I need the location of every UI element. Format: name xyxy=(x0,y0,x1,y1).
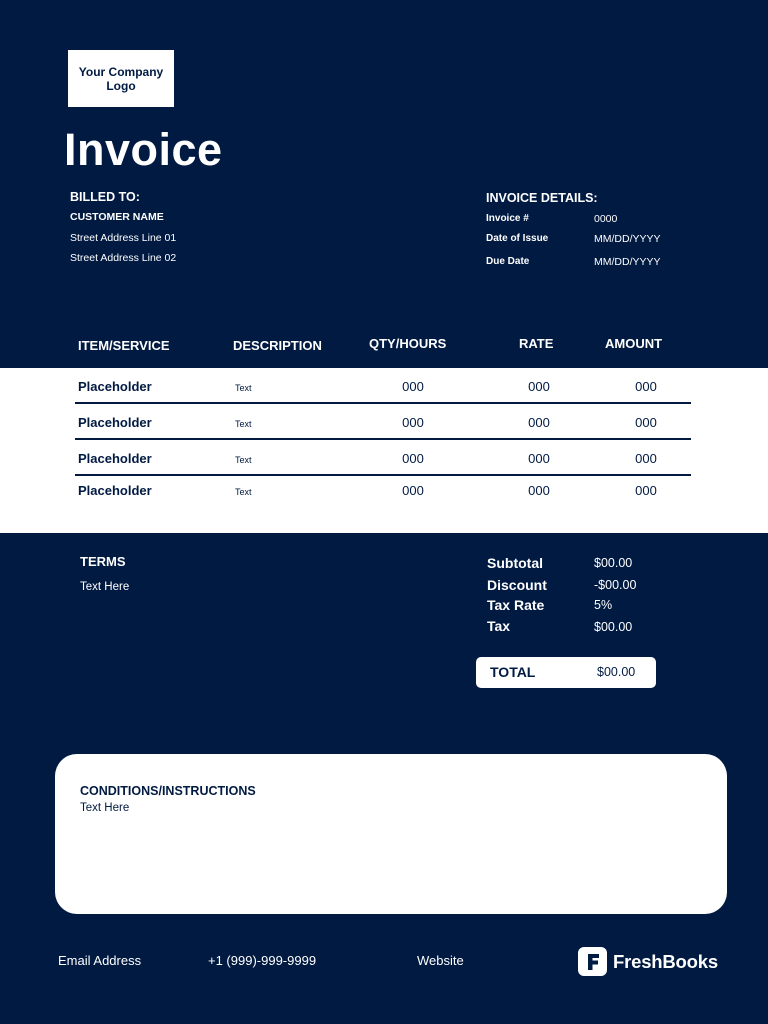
conditions-text: Text Here xyxy=(80,802,130,814)
row-description: Text xyxy=(235,419,252,429)
items-table xyxy=(0,368,768,533)
row-description: Text xyxy=(235,487,252,497)
total-box xyxy=(476,657,656,688)
table-row xyxy=(75,440,691,476)
conditions-heading: CONDITIONS/INSTRUCTIONS xyxy=(80,784,256,798)
row-item: Placeholder xyxy=(78,483,152,498)
discount-label: Discount xyxy=(487,577,547,593)
date-of-issue-row xyxy=(486,233,661,245)
header-item: ITEM/SERVICE xyxy=(78,338,170,353)
invoice-number-row xyxy=(486,213,617,225)
subtotal-value: $00.00 xyxy=(594,556,633,570)
total-label: TOTAL xyxy=(490,664,536,680)
page-title: Invoice xyxy=(64,124,223,175)
row-item: Placeholder xyxy=(78,451,152,466)
table-row xyxy=(75,404,691,440)
address-line-1: Street Address Line 01 xyxy=(70,232,177,244)
row-item: Placeholder xyxy=(78,379,152,394)
row-qty: 000 xyxy=(402,451,424,466)
row-description: Text xyxy=(235,383,252,393)
date-of-issue-label: Date of Issue xyxy=(486,233,549,244)
due-date-label: Due Date xyxy=(486,256,530,267)
row-qty: 000 xyxy=(402,415,424,430)
company-logo-text: Your Company Logo xyxy=(78,64,164,93)
header-amount: AMOUNT xyxy=(605,336,663,351)
invoice-details-heading: INVOICE DETAILS: xyxy=(486,191,598,205)
row-rate: 000 xyxy=(528,483,550,498)
table-row xyxy=(75,476,691,512)
row-description: Text xyxy=(235,455,252,465)
invoice-number-value: 0000 xyxy=(594,213,618,225)
conditions-panel xyxy=(55,754,727,914)
row-qty: 000 xyxy=(402,379,424,394)
date-of-issue-value: MM/DD/YYYY xyxy=(594,233,661,245)
freshbooks-brand-text: FreshBooks xyxy=(613,950,718,972)
subtotal-label: Subtotal xyxy=(487,555,543,571)
table-row xyxy=(75,368,691,404)
footer-website: Website xyxy=(417,953,464,968)
row-rate: 000 xyxy=(528,415,550,430)
header-rate: RATE xyxy=(519,336,554,351)
tax-rate-label: Tax Rate xyxy=(487,597,545,613)
company-logo xyxy=(68,50,174,107)
tax-label: Tax xyxy=(487,618,511,634)
due-date-value: MM/DD/YYYY xyxy=(594,256,661,268)
tax-value: $00.00 xyxy=(594,620,633,634)
tax-rate-value: 5% xyxy=(594,598,613,612)
row-amount: 000 xyxy=(635,415,657,430)
terms-heading: TERMS xyxy=(80,554,126,569)
freshbooks-f-icon xyxy=(578,947,607,976)
footer-phone: +1 (999)-999-9999 xyxy=(208,953,317,968)
row-amount: 000 xyxy=(635,451,657,466)
footer-email: Email Address xyxy=(58,953,142,968)
freshbooks-logo xyxy=(578,947,718,976)
invoice-number-label: Invoice # xyxy=(486,213,529,224)
discount-value: -$00.00 xyxy=(594,578,637,592)
address-line-2: Street Address Line 02 xyxy=(70,252,177,264)
due-date-row xyxy=(486,256,661,268)
row-amount: 000 xyxy=(635,379,657,394)
row-rate: 000 xyxy=(528,379,550,394)
row-qty: 000 xyxy=(402,483,424,498)
row-item: Placeholder xyxy=(78,415,152,430)
total-value: $00.00 xyxy=(597,665,636,679)
row-amount: 000 xyxy=(635,483,657,498)
billed-to-heading: BILLED TO: xyxy=(70,190,140,204)
customer-name: CUSTOMER NAME xyxy=(70,211,164,223)
header-description: DESCRIPTION xyxy=(233,338,322,353)
terms-text: Text Here xyxy=(80,581,130,593)
header-qty: QTY/HOURS xyxy=(369,336,447,351)
row-rate: 000 xyxy=(528,451,550,466)
